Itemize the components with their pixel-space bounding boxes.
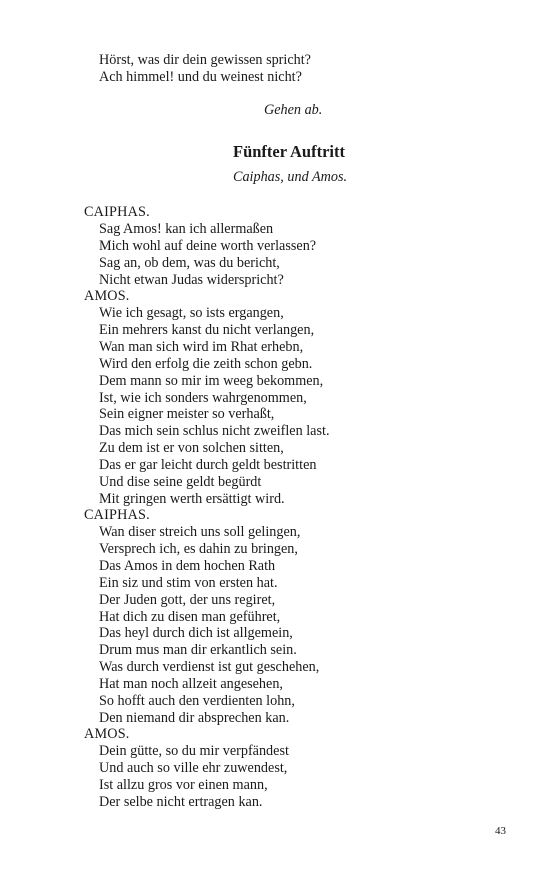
stage-direction-exit: Gehen ab. — [264, 102, 323, 118]
verse-line: Ach himmel! und du weinest nicht? — [99, 69, 302, 85]
verse-line: Ein mehrers kanst du nicht verlangen, — [99, 322, 315, 338]
verse-line: Ist allzu gros vor einen mann, — [99, 777, 268, 793]
verse-line: Wie ich gesagt, so ists ergangen, — [99, 305, 284, 321]
verse-line: Mit gringen werth ersättigt wird. — [99, 491, 285, 507]
verse-line: Versprech ich, es dahin zu bringen, — [99, 541, 298, 557]
verse-line: Der Juden gott, der uns regiret, — [99, 592, 276, 608]
verse-line: Das er gar leicht durch geldt bestritten — [99, 457, 317, 473]
speaker-name: AMOS. — [84, 288, 130, 304]
scene-characters: Caiphas, und Amos. — [233, 169, 348, 185]
verse-line: Sag Amos! kan ich allermaßen — [99, 221, 274, 237]
speaker-name: CAIPHAS. — [84, 204, 150, 220]
verse-line: Hat dich zu disen man geführet, — [99, 609, 281, 625]
page-number: 43 — [495, 825, 506, 837]
verse-line: Das Amos in dem hochen Rath — [99, 558, 276, 574]
verse-line: Den niemand dir absprechen kan. — [99, 710, 290, 726]
verse-line: Wird den erfolg die zeith schon gebn. — [99, 356, 313, 372]
speaker-name: AMOS. — [84, 726, 130, 742]
verse-line: Nicht etwan Judas widerspricht? — [99, 272, 284, 288]
verse-line: Mich wohl auf deine worth verlassen? — [99, 238, 317, 254]
verse-line: Das mich sein schlus nicht zweiflen last. — [99, 423, 330, 439]
verse-line: Der selbe nicht ertragen kan. — [99, 794, 263, 810]
verse-line: Was durch verdienst ist gut geschehen, — [99, 659, 320, 675]
verse-line: Hörst, was dir dein gewissen spricht? — [99, 52, 311, 68]
verse-line: Dein gütte, so du mir verpfändest — [99, 743, 289, 759]
verse-line: Ein siz und stim von ersten hat. — [99, 575, 278, 591]
verse-line: Drum mus man dir erkantlich sein. — [99, 642, 297, 658]
verse-line: Ist, wie ich sonders wahrgenommen, — [99, 390, 307, 406]
verse-line: So hofft auch den verdienten lohn, — [99, 693, 295, 709]
verse-line: Und auch so ville ehr zuwendest, — [99, 760, 288, 776]
verse-line: Und dise seine geldt begürdt — [99, 474, 262, 490]
scene-title: Fünfter Auftritt — [233, 142, 345, 161]
verse-line: Sein eigner meister so verhaßt, — [99, 406, 275, 422]
verse-line: Hat man noch allzeit angesehen, — [99, 676, 283, 692]
verse-line: Zu dem ist er von solchen sitten, — [99, 440, 284, 456]
verse-line: Wan man sich wird im Rhat erhebn, — [99, 339, 304, 355]
verse-line: Wan diser streich uns soll gelingen, — [99, 524, 301, 540]
verse-line: Dem mann so mir im weeg bekommen, — [99, 373, 324, 389]
speaker-name: CAIPHAS. — [84, 507, 150, 523]
verse-line: Das heyl durch dich ist allgemein, — [99, 625, 293, 641]
verse-line: Sag an, ob dem, was du bericht, — [99, 255, 280, 271]
